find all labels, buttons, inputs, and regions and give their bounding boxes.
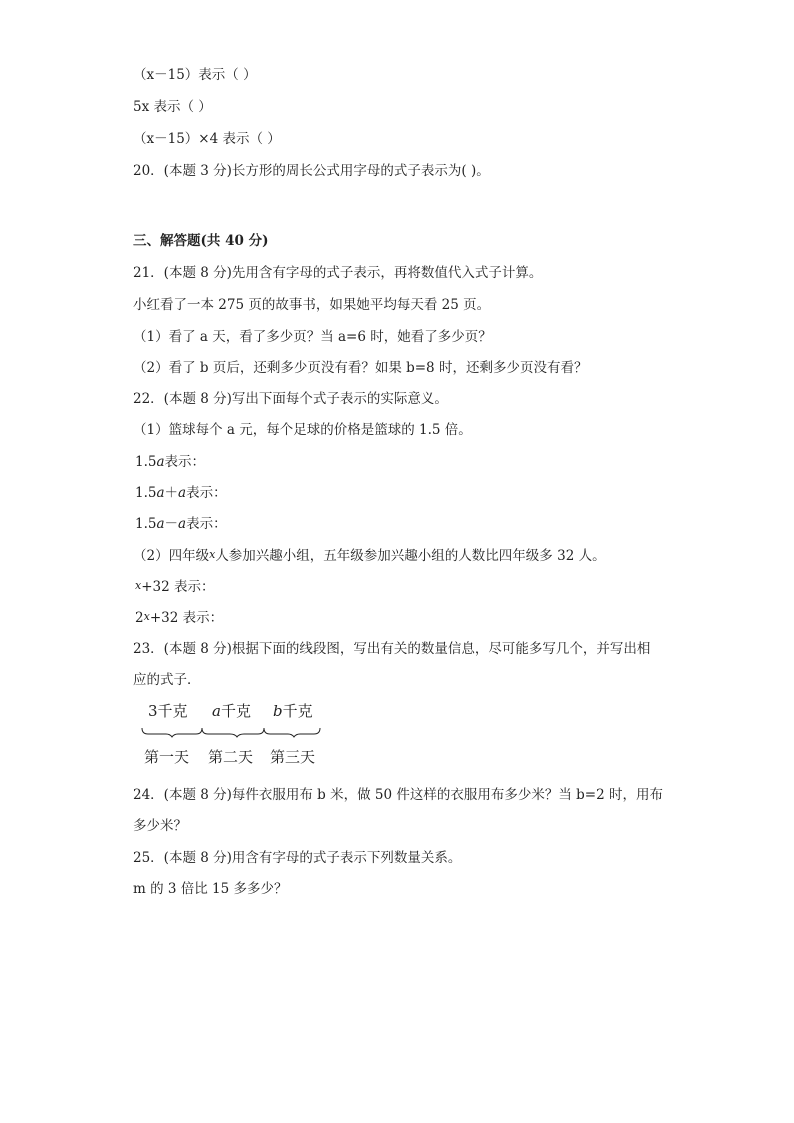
question-25: 25．(本题 8 分)用含有字母的式子表示下列数量关系。 (133, 850, 462, 866)
question-23-line-1: 23．(本题 8 分)根据下面的线段图，写出有关的数量信息，尽可能多写几个，并写出相 (133, 641, 651, 657)
expr-variable: x (143, 610, 150, 623)
text-suffix: 人参加兴趣小组，五年级参加兴趣小组的人数比四年级多 32 人。 (215, 548, 606, 564)
expr-suffix: 表示： (186, 485, 227, 501)
question-21-body: 小红看了一本 275 页的故事书，如果她平均每天看 25 页。 (133, 297, 491, 313)
question-25-body: m 的 3 倍比 15 多多少？ (133, 881, 288, 897)
question-24-line-2: 多少米？ (133, 818, 187, 834)
expr-number: 1.5 (135, 485, 157, 501)
segment-variable-b: b (273, 702, 283, 720)
expr-x-plus-32 (135, 577, 215, 596)
expr-variable: x (135, 579, 142, 592)
segment-label-day1-amount: 3千克 (148, 702, 188, 720)
expr-number: 2 (135, 610, 144, 626)
segment-variable-a: a (212, 702, 221, 720)
segment-unit: 千克 (282, 702, 313, 720)
expr-number: 1.5 (135, 454, 157, 470)
question-22-part-2 (133, 546, 606, 565)
question-24-line-1: 24．(本题 8 分)每件衣服用布 b 米，做 50 件这样的衣服用布多少米？当 b=2 时，用布 (133, 787, 663, 803)
expr-number: 1.5 (135, 516, 157, 532)
segment-label-day2-amount (212, 700, 251, 721)
question-21-part-1: （1）看了 a 天，看了多少页？当 a=6 时，她看了多少页？ (133, 329, 492, 345)
question-23-line-2: 应的式子． (133, 672, 201, 688)
expr-operator: ＋ (164, 485, 179, 501)
segment-label-day2: 第二天 (208, 748, 254, 766)
expr-suffix: +32 表示： (149, 610, 224, 626)
expr-suffix: 表示： (164, 454, 206, 470)
expr-operator: － (164, 516, 179, 532)
expr-2x-plus-32 (135, 608, 223, 627)
question-21: 21．(本题 8 分)先用含有字母的式子表示，再将数值代入式子计算。 (133, 265, 543, 281)
expr-1-5a-plus-a (135, 484, 227, 502)
expr-1-5a (135, 453, 205, 471)
expr-variable: x (209, 548, 216, 561)
question-22: 22．(本题 8 分)写出下面每个式子表示的实际意义。 (133, 391, 448, 407)
expr-suffix: 表示： (186, 516, 227, 532)
segment-diagram (140, 700, 330, 770)
question-21-part-2: （2）看了 b 页后，还剩多少页没有看？如果 b=8 时，还剩多少页没有看？ (133, 360, 588, 376)
text-prefix: （2）四年级 (133, 548, 210, 564)
expr-variable: a (156, 485, 165, 501)
line-expr-x-minus-15: （x－15）表示（ ） (133, 67, 257, 83)
segment-label-day3: 第三天 (270, 748, 316, 766)
expr-1-5a-minus-a (135, 515, 227, 533)
expr-variable: a (178, 516, 187, 532)
segment-label-day1: 第一天 (144, 748, 190, 766)
question-22-part-1: （1）篮球每个 a 元，每个足球的价格是篮球的 1.5 倍。 (133, 422, 472, 438)
expr-suffix: +32 表示： (141, 579, 215, 595)
expr-variable: a (156, 516, 165, 532)
question-20: 20．(本题 3 分)长方形的周长公式用字母的式子表示为( )。 (133, 163, 490, 179)
line-expr-5x: 5x 表示（ ） (133, 99, 212, 115)
segment-brace-line (140, 726, 330, 738)
expr-variable: a (156, 454, 165, 470)
line-expr-x-minus-15-times-4: （x－15）×4 表示（ ） (133, 131, 281, 147)
segment-label-day3-amount (273, 700, 313, 721)
section-3-heading: 三、解答题(共 40 分) (133, 233, 269, 249)
expr-variable: a (178, 485, 187, 501)
segment-unit: 千克 (220, 702, 251, 720)
